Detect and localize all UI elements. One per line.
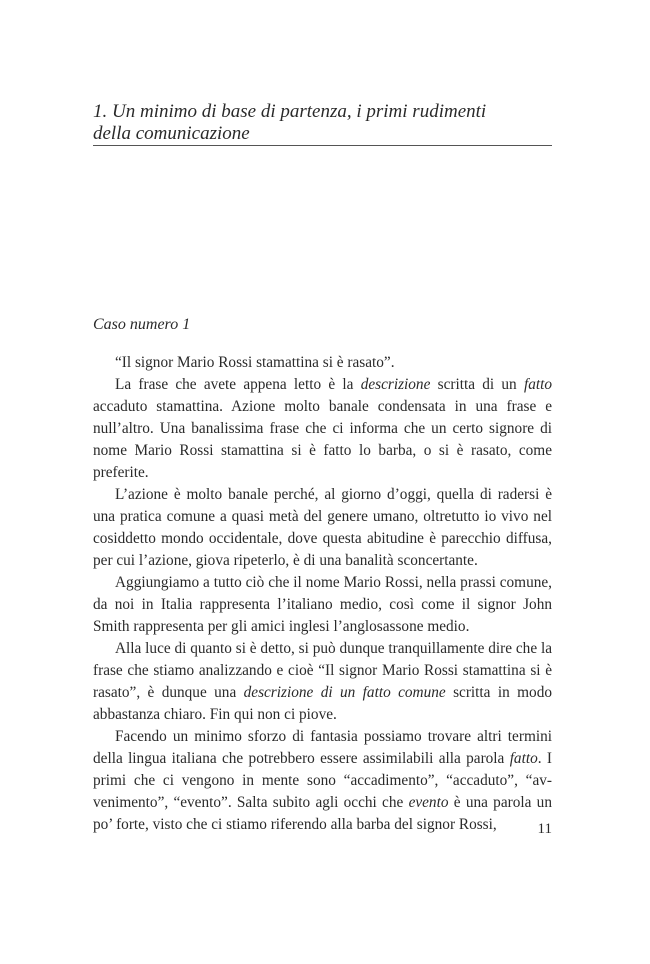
- italic-text: evento: [408, 794, 449, 811]
- body-text: [93, 352, 552, 836]
- chapter-title-line-2: della comunicazione: [93, 123, 250, 144]
- italic-text: fatto: [523, 376, 552, 393]
- paragraph: [93, 726, 552, 836]
- section-heading: Caso numero 1: [93, 316, 191, 333]
- paragraph: [93, 572, 552, 638]
- italic-text: descrizione: [360, 376, 431, 393]
- text-run: La frase che avete appena letto è la: [115, 376, 361, 393]
- text-run: accaduto stamattina. Azione molto banale condensata in una frase e null’altro. Una banalissima frase che ci informa che un certo signore di nome Mario Rossi stamattina si è fatto lo barba, o si è rasato, come preferite.: [93, 398, 552, 481]
- text-run: . I primi che ci vengono in mente sono “accadimento”, “accaduto”, “avvenimento”, “evento”. Salta subito agli occhi che: [93, 750, 552, 811]
- text-run: Aggiungiamo a tutto ciò che il nome Mario Rossi, nella prassi comune, da noi in Italia rappresenta l’italiano medio, così come il signor John Smith rappresenta per gli amici inglesi l’anglosassone medio.: [93, 574, 552, 635]
- text-run: scritta di un: [430, 376, 524, 393]
- title-rule: [93, 145, 552, 146]
- text-run: Alla luce di quanto si è detto, si può dunque tranquillamente dire che la frase che stiamo analizzando e cioè “Il signor Mario Rossi stamattina si è rasato”, è dunque una: [93, 640, 552, 701]
- text-run: è una parola un po’ forte, visto che ci stiamo riferendo alla barba del signor Rossi,: [93, 794, 552, 833]
- text-run: “Il signor Mario Rossi stamattina si è rasato”.: [115, 354, 395, 371]
- italic-text: fatto: [509, 750, 538, 767]
- chapter-title-line-1: 1. Un minimo di base di partenza, i primi rudimenti: [93, 101, 487, 122]
- text-run: L’azione è molto banale perché, al giorno d’oggi, quella di radersi è una pratica comune a quasi metà del genere umano, oltretutto io vivo nel cosiddetto mondo occidentale, dove questa abitudine è parecchio diffusa, per cui l’azione, giova ripeterlo, è di una banalità sconcertante.: [93, 486, 552, 569]
- italic-text: descrizione di un fatto comune: [243, 684, 446, 701]
- text-run: scritta in modo abbastanza chiaro. Fin qui non ci piove.: [93, 684, 552, 723]
- text-run: Facendo un minimo sforzo di fantasia possiamo trovare altri termini della lingua italiana che potrebbero essere assimilabili alla parola: [93, 728, 552, 767]
- paragraph: [93, 352, 552, 374]
- page-number: 11: [537, 821, 552, 837]
- paragraph: [93, 484, 552, 572]
- chapter-title: [93, 101, 552, 145]
- paragraph: [93, 638, 552, 726]
- paragraph: [93, 374, 552, 484]
